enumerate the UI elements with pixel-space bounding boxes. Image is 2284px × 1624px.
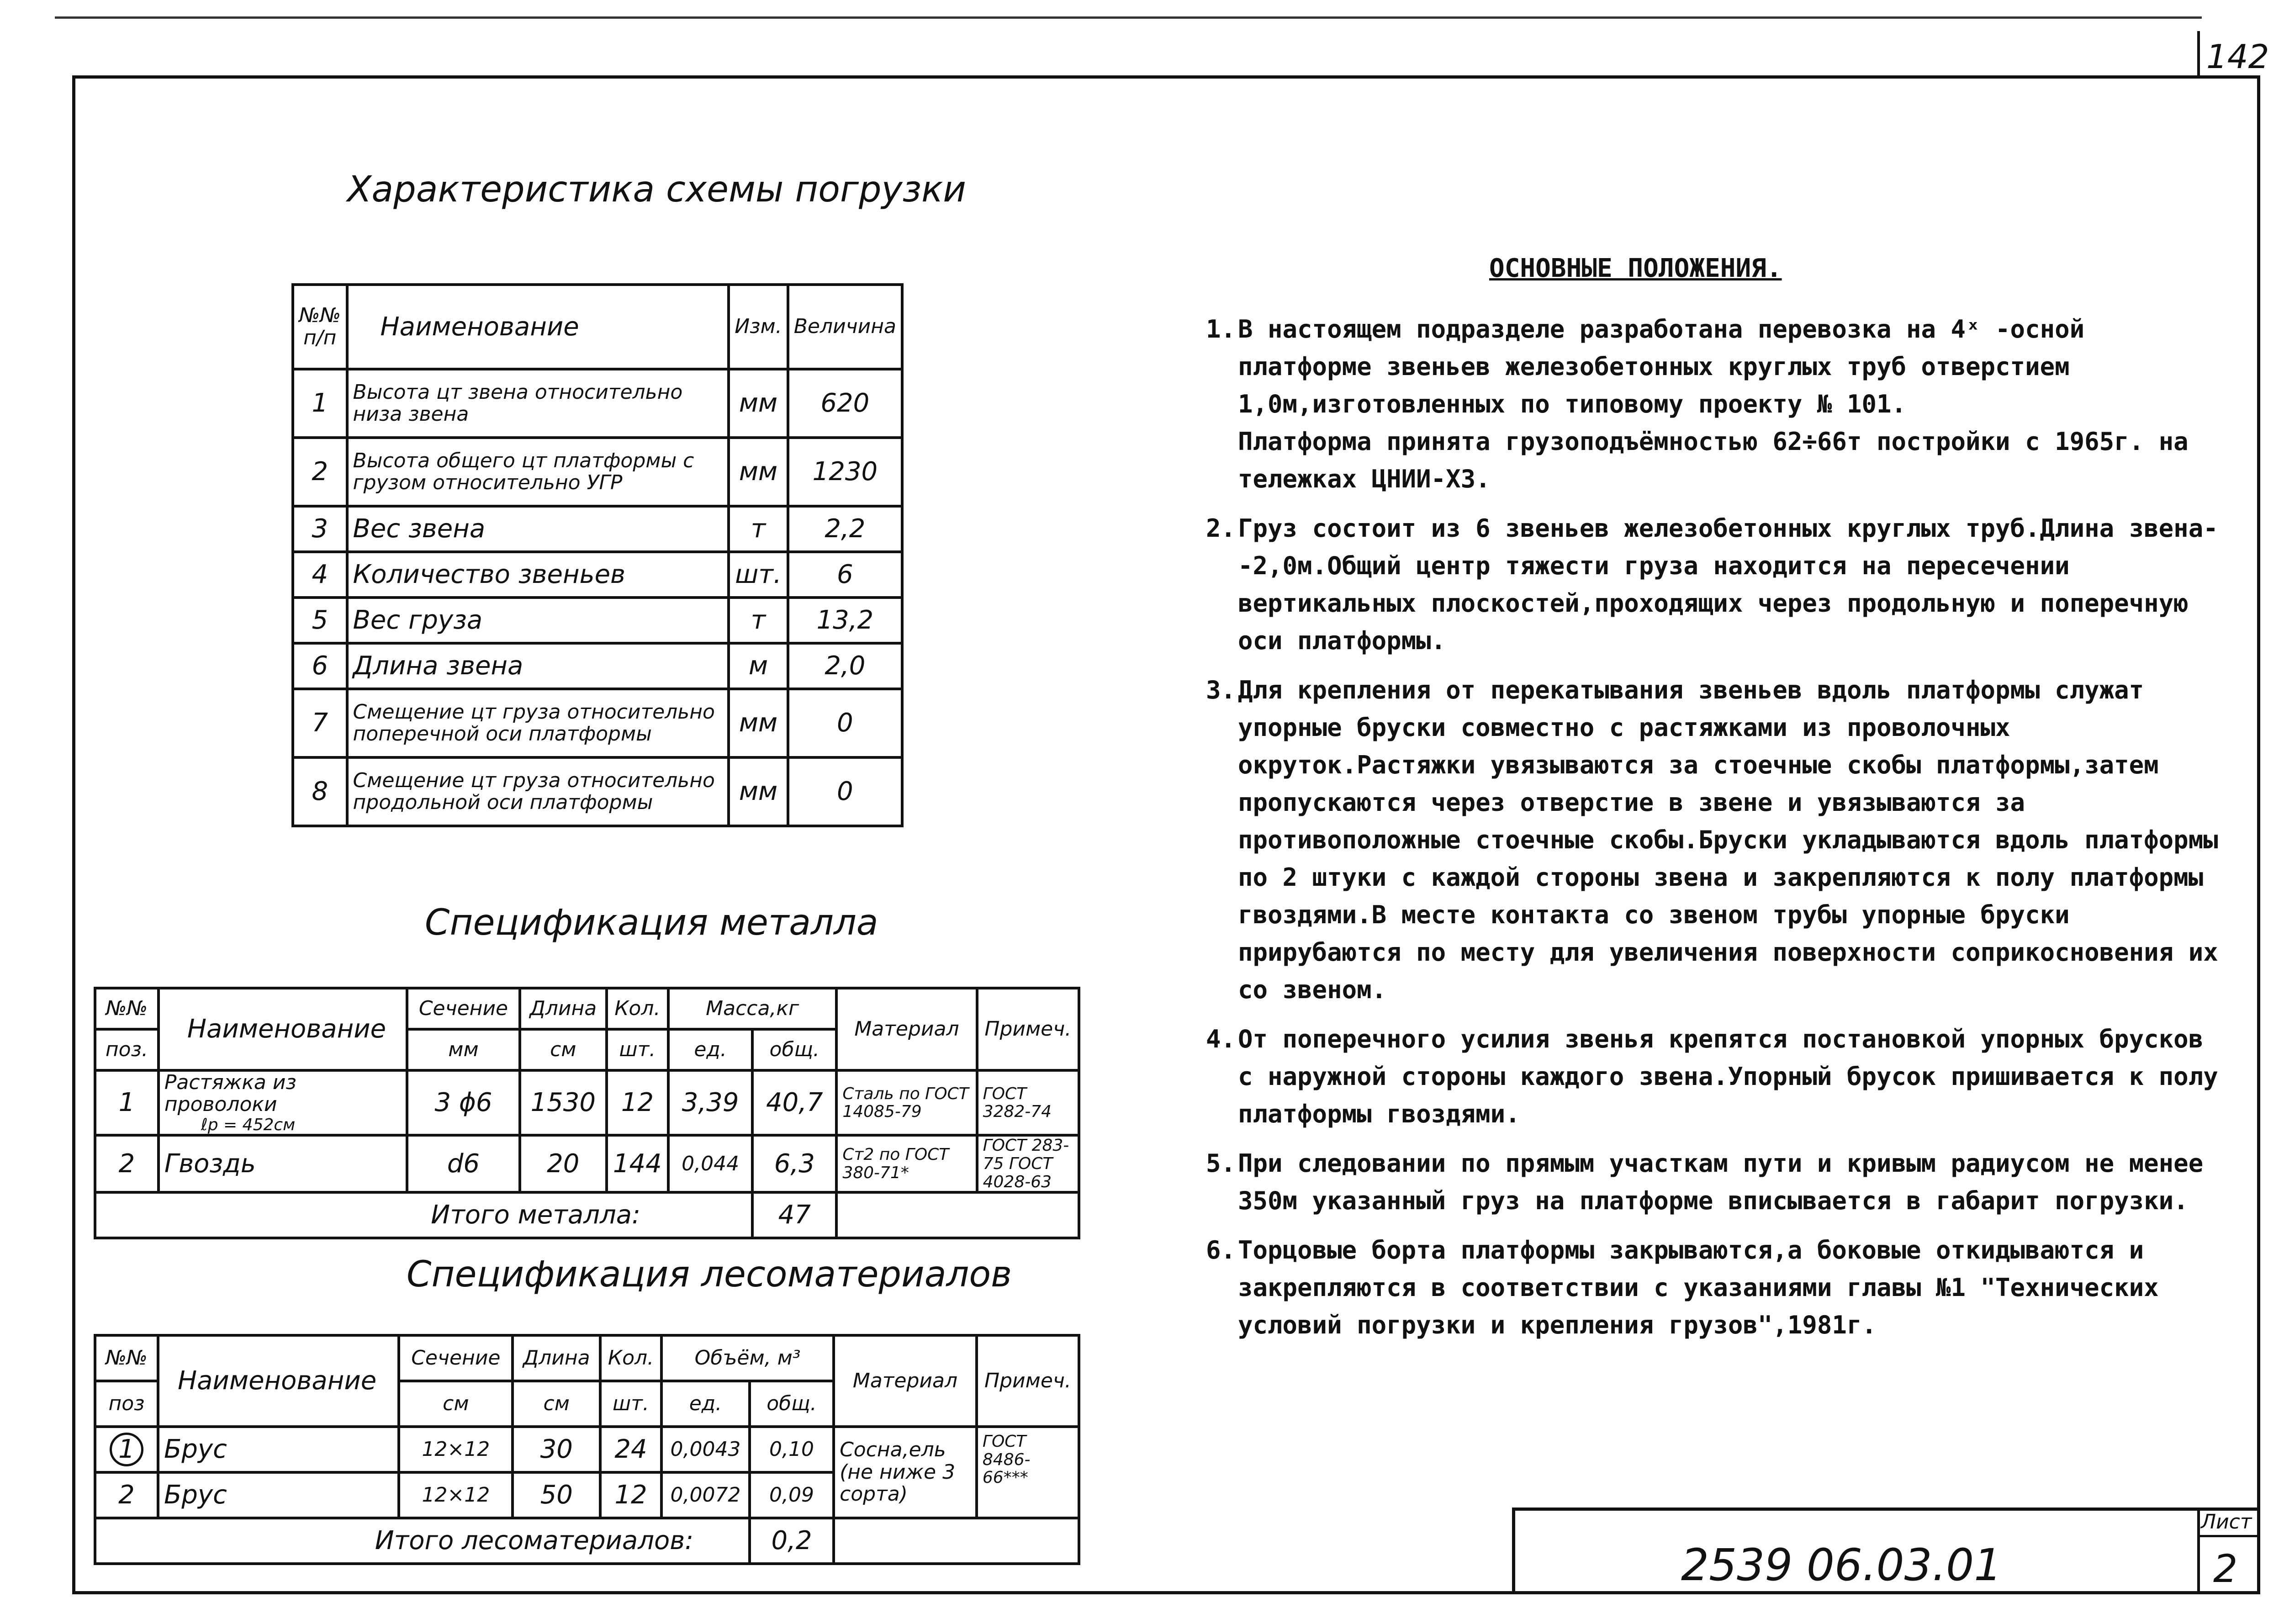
characteristics-title: Характеристика схемы погрузки xyxy=(347,169,966,210)
row-num: 2 xyxy=(95,1472,158,1518)
header-vol-total: общ. xyxy=(750,1381,834,1427)
document-code: 2539 06.03.01 xyxy=(1681,1539,2002,1591)
header-num2: поз xyxy=(95,1381,158,1427)
total-label: Итого лесоматериалов: xyxy=(95,1518,750,1564)
row-qty: 12 xyxy=(607,1070,668,1135)
row-material: Сосна,ель (не ниже 3 сорта) xyxy=(834,1427,977,1518)
header-section: Сечение xyxy=(399,1335,513,1381)
row-name: Длина звена xyxy=(347,643,729,689)
row-num: 8 xyxy=(293,757,347,826)
row-qty: 12 xyxy=(600,1472,661,1518)
row-unit: мм xyxy=(729,689,788,757)
header-volume: Объём, м³ xyxy=(661,1335,834,1381)
header-qty-unit: шт. xyxy=(607,1029,668,1070)
row-unit: мм xyxy=(729,369,788,438)
row-length: 30 xyxy=(513,1427,600,1472)
header-length-unit: см xyxy=(520,1029,607,1070)
row-length: 50 xyxy=(513,1472,600,1518)
table-row xyxy=(293,643,902,689)
table-header-row xyxy=(293,285,902,369)
paragraph-number: 3. xyxy=(1206,676,1236,704)
table-row xyxy=(95,1135,1079,1192)
paragraph xyxy=(1206,1145,2229,1220)
paragraph-text: Груз состоит из 6 звеньев железобетонных круглых труб.Длина звена--2,0м.Общий центр тяжести груза находится на пересечении вертикальных плоскостей,проходящих через продольную и поперечную оси платформы. xyxy=(1238,514,2218,655)
header-qty: Кол. xyxy=(600,1335,661,1381)
row-unit-volume: 0,0043 xyxy=(661,1427,750,1472)
paragraph-text: Торцовые борта платформы закрываются,а боковые откидываются и закрепляются в соответствии с указаниями главы №1 "Технических условий погрузки и крепления грузов",1981г. xyxy=(1238,1236,2159,1339)
header-num: №№ xyxy=(95,988,159,1029)
paragraph xyxy=(1206,1021,2229,1133)
row-material: Ст2 по ГОСТ 380-71* xyxy=(836,1135,977,1192)
table-row xyxy=(293,506,902,552)
row-note: ГОСТ 3282-74 xyxy=(977,1070,1079,1135)
header-num: №№ xyxy=(95,1335,158,1381)
row-value: 2,0 xyxy=(788,643,902,689)
row-section: d6 xyxy=(407,1135,520,1192)
row-num: 2 xyxy=(95,1135,159,1192)
row-section: 3 ϕ6 xyxy=(407,1070,520,1135)
row-qty: 24 xyxy=(600,1427,661,1472)
header-unit: Изм. xyxy=(729,285,788,369)
row-name: Смещение цт груза относительно поперечной оси платформы xyxy=(347,689,729,757)
table-header-row xyxy=(95,988,1079,1029)
row-value: 13,2 xyxy=(788,598,902,643)
row-name: Высота цт звена относительно низа звена xyxy=(347,369,729,438)
header-qty-unit: шт. xyxy=(600,1381,661,1427)
total-empty xyxy=(836,1192,1079,1238)
table-total-row xyxy=(95,1518,1079,1564)
header-material: Материал xyxy=(836,988,977,1070)
row-note: ГОСТ 8486-66*** xyxy=(977,1427,1079,1518)
row-name: Высота общего цт платформы с грузом относительно УГР xyxy=(347,438,729,506)
total-label: Итого металла: xyxy=(95,1192,752,1238)
header-length: Длина xyxy=(513,1335,600,1381)
main-text-body xyxy=(1206,311,2229,1356)
table-row xyxy=(293,552,902,598)
row-value: 0 xyxy=(788,757,902,826)
row-num: 5 xyxy=(293,598,347,643)
metal-spec-table xyxy=(94,987,1080,1239)
row-total-volume: 0,09 xyxy=(750,1472,834,1518)
row-unit: шт. xyxy=(729,552,788,598)
row-num: 2 xyxy=(293,438,347,506)
row-name: Вес звена xyxy=(347,506,729,552)
header-section-unit: см xyxy=(399,1381,513,1427)
paragraph-text: От поперечного усилия звенья крепятся постановкой упорных брусков с наружной стороны каждого звена.Упорный брусок пришивается к полу платформы гвоздями. xyxy=(1238,1025,2218,1128)
row-name: Гвоздь xyxy=(159,1135,407,1192)
header-section-unit: мм xyxy=(407,1029,520,1070)
page-number: 142 xyxy=(2206,37,2269,76)
row-section: 12×12 xyxy=(399,1472,513,1518)
table-total-row xyxy=(95,1192,1079,1238)
table-header-row xyxy=(95,1335,1079,1381)
row-length: 1530 xyxy=(520,1070,607,1135)
row-name: Вес груза xyxy=(347,598,729,643)
row-total-mass: 40,7 xyxy=(752,1070,836,1135)
paragraph xyxy=(1206,1232,2229,1344)
header-note: Примеч. xyxy=(977,1335,1079,1427)
row-material: Сталь по ГОСТ 14085-79 xyxy=(836,1070,977,1135)
top-border-line xyxy=(55,16,2202,19)
header-note: Примеч. xyxy=(977,988,1079,1070)
table-row xyxy=(293,757,902,826)
row-num-circled: 1 xyxy=(110,1433,143,1466)
paragraph-number: 4. xyxy=(1206,1025,1236,1053)
total-empty xyxy=(834,1518,1079,1564)
header-length: Длина xyxy=(520,988,607,1029)
row-section: 12×12 xyxy=(399,1427,513,1472)
row-qty: 144 xyxy=(607,1135,668,1192)
row-num: 7 xyxy=(293,689,347,757)
paragraph-number: 1. xyxy=(1206,315,1236,344)
row-name: Брус xyxy=(158,1472,399,1518)
header-length-unit: см xyxy=(513,1381,600,1427)
row-unit: мм xyxy=(729,438,788,506)
row-unit: т xyxy=(729,598,788,643)
row-total-volume: 0,10 xyxy=(750,1427,834,1472)
row-value: 2,2 xyxy=(788,506,902,552)
table-row xyxy=(95,1427,1079,1472)
row-num: 1 xyxy=(293,369,347,438)
header-qty: Кол. xyxy=(607,988,668,1029)
row-name: Количество звеньев xyxy=(347,552,729,598)
paragraph xyxy=(1206,510,2229,660)
timber-spec-title: Спецификация лесоматериалов xyxy=(407,1254,1012,1295)
header-num2: поз. xyxy=(95,1029,159,1070)
paragraph-number: 2. xyxy=(1206,514,1236,543)
table-row xyxy=(293,438,902,506)
header-name: Наименование xyxy=(159,988,407,1070)
row-name: Брус xyxy=(158,1427,399,1472)
sheet-label: Лист xyxy=(2201,1510,2252,1534)
paragraph-text: Для крепления от перекатывания звеньев вдоль платформы служат упорные бруски совместно с растяжками из проволочных окруток.Растяжки увязываются за стоечные скобы платформы,затем пропускаются через отверстие в звене и увязываются за противоположные стоечные скобы.Бруски укладываются вдоль платформы по 2 штуки с каждой стороны звена и закрепляются к полу платформы гвоздями.В месте контакта со звеном трубы упорные бруски прирубаются по месту для увеличения поверхности соприкосновения их со звеном. xyxy=(1238,676,2218,1004)
paragraph-text-2: Платформа принята грузоподъёмностью 62÷66т постройки с 1965г. на тележках ЦНИИ-Х3. xyxy=(1238,427,2189,493)
paragraph-number: 6. xyxy=(1206,1236,1236,1264)
header-material: Материал xyxy=(834,1335,977,1427)
row-name: Растяжка из проволоки xyxy=(164,1071,296,1116)
header-section: Сечение xyxy=(407,988,520,1029)
paragraph xyxy=(1206,311,2229,498)
row-num: 1 xyxy=(95,1070,159,1135)
total-value: 0,2 xyxy=(750,1518,834,1564)
row-name-sub: ℓр = 452см xyxy=(201,1115,296,1134)
paragraph-text: В настоящем подразделе разработана перевозка на 4ˣ -осной платформе звеньев железобетонных круглых труб отверстием 1,0м,изготовленных по типовому проекту № 101. xyxy=(1238,315,2085,418)
row-total-mass: 6,3 xyxy=(752,1135,836,1192)
table-row xyxy=(293,598,902,643)
row-length: 20 xyxy=(520,1135,607,1192)
metal-spec-title: Спецификация металла xyxy=(425,902,878,943)
header-value: Величина xyxy=(788,285,902,369)
total-value: 47 xyxy=(752,1192,836,1238)
header-name: Наименование xyxy=(158,1335,399,1427)
header-mass: Масса,кг xyxy=(668,988,836,1029)
table-row xyxy=(293,689,902,757)
row-note: ГОСТ 283-75 ГОСТ 4028-63 xyxy=(977,1135,1079,1192)
paragraph-number: 5. xyxy=(1206,1149,1236,1178)
header-name: Наименование xyxy=(347,285,729,369)
row-value: 1230 xyxy=(788,438,902,506)
row-value: 6 xyxy=(788,552,902,598)
header-mass-total: общ. xyxy=(752,1029,836,1070)
row-name: Смещение цт груза относительно продольной оси платформы xyxy=(347,757,729,826)
sheet-number: 2 xyxy=(2213,1546,2238,1591)
row-num: 4 xyxy=(293,552,347,598)
header-num: №№ п/п xyxy=(293,285,347,369)
sheet-divider xyxy=(2197,1535,2260,1537)
row-value: 620 xyxy=(788,369,902,438)
characteristics-table xyxy=(291,283,904,827)
table-row xyxy=(293,369,902,438)
row-unit-volume: 0,0072 xyxy=(661,1472,750,1518)
row-unit: т xyxy=(729,506,788,552)
row-num: 3 xyxy=(293,506,347,552)
row-unit: мм xyxy=(729,757,788,826)
paragraph-text: При следовании по прямым участкам пути и кривым радиусом не менее 350м указанный груз на платформе вписывается в габарит погрузки. xyxy=(1238,1149,2204,1215)
header-mass-unit: ед. xyxy=(668,1029,752,1070)
row-num: 6 xyxy=(293,643,347,689)
main-text-title: ОСНОВНЫЕ ПОЛОЖЕНИЯ. xyxy=(1489,254,1782,283)
timber-spec-table xyxy=(94,1334,1080,1565)
header-vol-unit: ед. xyxy=(661,1381,750,1427)
paragraph xyxy=(1206,672,2229,1009)
table-row xyxy=(95,1070,1079,1135)
row-unit-mass: 3,39 xyxy=(668,1070,752,1135)
row-unit: м xyxy=(729,643,788,689)
row-unit-mass: 0,044 xyxy=(668,1135,752,1192)
row-value: 0 xyxy=(788,689,902,757)
